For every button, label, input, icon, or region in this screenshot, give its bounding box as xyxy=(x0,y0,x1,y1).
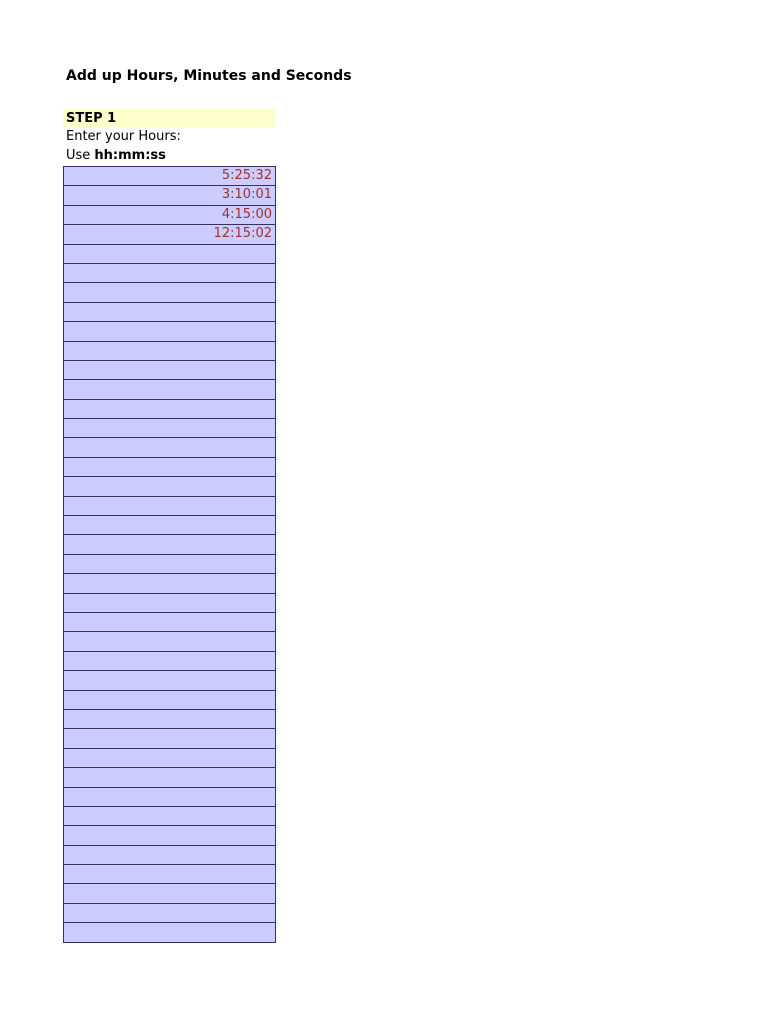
hours-entry-cell[interactable] xyxy=(63,282,276,301)
format-value: hh:mm:ss xyxy=(94,148,166,163)
hours-entry-cell[interactable] xyxy=(63,534,276,553)
hours-entry-cell[interactable] xyxy=(63,631,276,650)
instruction-text: Enter your Hours: xyxy=(66,129,181,144)
hours-entry-cell[interactable] xyxy=(63,515,276,534)
hours-entry-cell[interactable] xyxy=(63,302,276,321)
hours-entry-cell[interactable] xyxy=(63,787,276,806)
hours-entry-cell[interactable] xyxy=(63,670,276,689)
hours-entry-cell[interactable] xyxy=(63,651,276,670)
hours-entry-cell[interactable] xyxy=(63,883,276,902)
hours-entry-cell[interactable] xyxy=(63,321,276,340)
hours-entry-cell[interactable] xyxy=(63,476,276,495)
hours-entry-cell[interactable] xyxy=(63,457,276,476)
hours-entry-cell[interactable] xyxy=(63,864,276,883)
hours-entry-grid xyxy=(63,166,276,943)
hours-entry-cell[interactable] xyxy=(63,767,276,786)
hours-entry-cell[interactable] xyxy=(63,825,276,844)
hours-entry-cell[interactable] xyxy=(63,709,276,728)
format-prefix: Use xyxy=(66,148,95,163)
hours-entry-cell[interactable] xyxy=(63,593,276,612)
hours-entry-cell[interactable] xyxy=(63,418,276,437)
hours-entry-cell[interactable] xyxy=(63,496,276,515)
hours-entry-cell[interactable]: 4:15:00 xyxy=(63,205,276,224)
hours-entry-cell[interactable] xyxy=(63,573,276,592)
hours-entry-cell[interactable] xyxy=(63,728,276,747)
format-hint xyxy=(66,146,166,165)
hours-entry-cell[interactable] xyxy=(63,379,276,398)
hours-entry-cell[interactable] xyxy=(63,360,276,379)
hours-entry-cell[interactable] xyxy=(63,341,276,360)
hours-entry-cell[interactable] xyxy=(63,806,276,825)
hours-entry-cell[interactable] xyxy=(63,244,276,263)
step-label: STEP 1 xyxy=(63,109,275,128)
hours-entry-cell[interactable] xyxy=(63,845,276,864)
hours-entry-cell[interactable]: 5:25:32 xyxy=(63,166,276,185)
hours-entry-cell[interactable] xyxy=(63,437,276,456)
hours-entry-cell[interactable] xyxy=(63,748,276,767)
page-title: Add up Hours, Minutes and Seconds xyxy=(66,68,352,84)
hours-entry-cell[interactable] xyxy=(63,612,276,631)
hours-entry-cell[interactable] xyxy=(63,263,276,282)
hours-entry-cell[interactable] xyxy=(63,554,276,573)
hours-entry-cell[interactable]: 3:10:01 xyxy=(63,185,276,204)
hours-entry-cell[interactable] xyxy=(63,399,276,418)
hours-entry-cell[interactable] xyxy=(63,922,276,942)
hours-entry-cell[interactable]: 12:15:02 xyxy=(63,224,276,243)
hours-entry-cell[interactable] xyxy=(63,690,276,709)
hours-entry-cell[interactable] xyxy=(63,903,276,922)
